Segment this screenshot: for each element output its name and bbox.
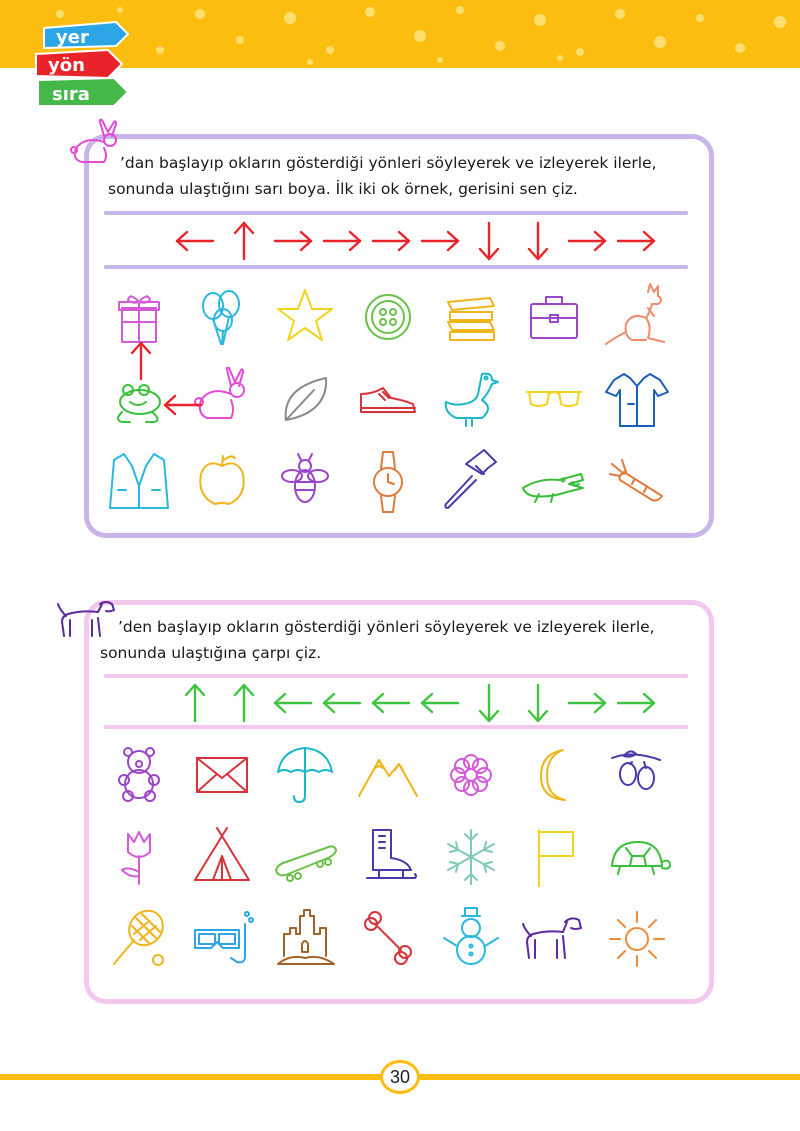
tent-icon (187, 822, 257, 892)
arrow-right-icon (613, 680, 659, 726)
activity-1-arrow-strip (104, 218, 688, 264)
activity-2-instruction (100, 614, 655, 666)
umbrella-icon (270, 740, 340, 810)
instruction-line: sonunda ulaştığına çarpı çiz. (100, 644, 322, 662)
mountains-icon (353, 740, 423, 810)
activity-1-picture-grid (104, 282, 694, 522)
button-icon (353, 282, 423, 352)
arrow-down-icon (466, 680, 512, 726)
jacket-icon (104, 446, 174, 516)
page-number: 30 (380, 1060, 420, 1094)
arrow-left-icon (172, 218, 218, 264)
logo-word-sira: sıra (52, 84, 90, 105)
arrow-up-icon (221, 680, 267, 726)
skateboard-icon (270, 822, 340, 892)
leaf-icon (270, 364, 340, 434)
glasses-icon (519, 364, 589, 434)
arrow-strip-bottom-rule (104, 725, 688, 729)
bee-icon (270, 446, 340, 516)
olives-icon (602, 740, 672, 810)
arrow-left-icon (319, 680, 365, 726)
arrow-up-icon (221, 218, 267, 264)
hammer-icon (436, 446, 506, 516)
turtle-icon (602, 822, 672, 892)
goose-icon (436, 364, 506, 434)
bone-icon (353, 904, 423, 974)
sandcastle-icon (270, 904, 340, 974)
example-arrow-up-icon (118, 338, 164, 384)
arrow-right-icon (613, 218, 659, 264)
example-arrow-left-icon (160, 382, 206, 428)
activity-2-arrow-strip (104, 680, 688, 726)
arrow-left-icon (417, 680, 463, 726)
instruction-line: sonunda ulaştığını sarı boya. İlk iki ok örnek, gerisini sen çiz. (108, 180, 578, 198)
tennis-racket-icon (104, 904, 174, 974)
carrot-icon (602, 446, 672, 516)
kangaroo-icon (602, 282, 672, 352)
crocodile-icon (519, 446, 589, 516)
arrow-down-icon (515, 680, 561, 726)
arrow-right-icon (564, 680, 610, 726)
activity-1-instruction (108, 150, 657, 202)
activity-2-picture-grid (104, 740, 694, 980)
books-icon (436, 282, 506, 352)
diving-mask-icon (187, 904, 257, 974)
instruction-line: ’dan başlayıp okların gösterdiği yönleri söyleyerek ve izleyerek ilerle, (120, 154, 657, 172)
balloons-icon (187, 282, 257, 352)
dog-icon (519, 904, 589, 974)
arrow-strip-bottom-rule (104, 265, 688, 269)
instruction-line: ’den başlayıp okların gösterdiği yönleri söyleyerek ve izleyerek ilerle, (118, 618, 655, 636)
arrow-right-icon (368, 218, 414, 264)
arrow-right-icon (564, 218, 610, 264)
arrow-left-icon (270, 680, 316, 726)
logo-word-yer: yer (56, 27, 89, 48)
arrow-up-icon (172, 680, 218, 726)
envelope-icon (187, 740, 257, 810)
flag-icon (519, 822, 589, 892)
ice-skate-icon (353, 822, 423, 892)
star-icon (270, 282, 340, 352)
arrow-right-icon (270, 218, 316, 264)
apple-icon (187, 446, 257, 516)
arrow-left-icon (368, 680, 414, 726)
logo-word-yon: yön (48, 55, 85, 76)
moon-icon (519, 740, 589, 810)
arrow-down-icon (466, 218, 512, 264)
rabbit-icon (64, 118, 122, 168)
shirt-icon (602, 364, 672, 434)
shoe-icon (353, 364, 423, 434)
arrow-strip-top-rule (104, 211, 688, 215)
snowflake-icon (436, 822, 506, 892)
tulip-icon (104, 822, 174, 892)
yer-yon-sira-logo (30, 20, 140, 110)
arrow-right-icon (417, 218, 463, 264)
arrow-right-icon (319, 218, 365, 264)
watch-icon (353, 446, 423, 516)
arrow-down-icon (515, 218, 561, 264)
teddy-bear-icon (104, 740, 174, 810)
flower-icon (436, 740, 506, 810)
snowman-icon (436, 904, 506, 974)
arrow-strip-top-rule (104, 674, 688, 678)
briefcase-icon (519, 282, 589, 352)
sun-icon (602, 904, 672, 974)
